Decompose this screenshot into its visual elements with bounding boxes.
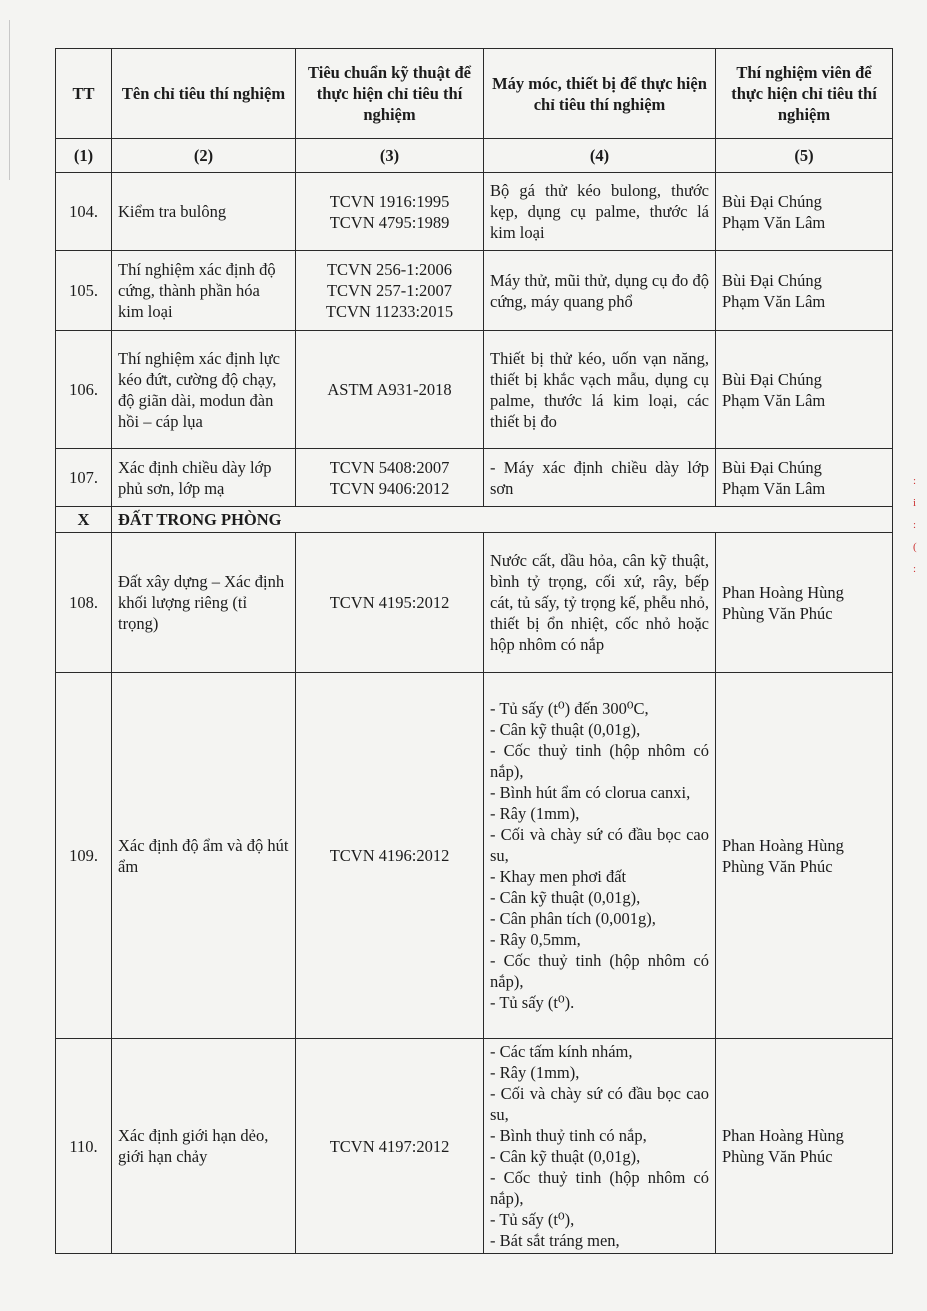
row-number: [56, 251, 112, 331]
standard-code: TCVN 9406:2012: [329, 478, 450, 498]
standard-code: TCVN 1916:1995: [329, 191, 450, 211]
equipment-cell: [484, 673, 716, 1039]
equipment-item: - Rây (1mm),: [490, 804, 580, 823]
standard-cell: [296, 533, 484, 673]
equipment-item: - Tủ sấy (t⁰).: [490, 993, 575, 1012]
row-number-text: 110.: [69, 1136, 98, 1156]
scan-edge-line: [9, 20, 10, 180]
equipment-item: - Cốc thuỷ tinh (hộp nhôm có nắp),: [490, 741, 709, 781]
margin-mark: :: [913, 475, 917, 487]
staff-name: Phạm Văn Lâm: [722, 478, 826, 498]
table-row: [56, 449, 893, 507]
header-standard: Tiêu chuẩn kỹ thuật để thực hiện chỉ tiêu thí nghiệm: [296, 49, 484, 139]
row-number: [56, 533, 112, 673]
table-row: [56, 251, 893, 331]
equipment-item: - Cân phân tích (0,001g),: [490, 909, 656, 928]
header-name: Tên chỉ tiêu thí nghiệm: [112, 49, 296, 139]
standard-cell: [296, 449, 484, 507]
test-name: [112, 533, 296, 673]
test-name: [112, 251, 296, 331]
standard-code: TCVN 4196:2012: [329, 846, 450, 865]
standard-cell: [296, 331, 484, 449]
header-equipment: Máy móc, thiết bị để thực hiện chỉ tiêu thí nghiệm: [484, 49, 716, 139]
row-number: [56, 1039, 112, 1254]
margin-marks: [913, 470, 923, 580]
row-number: [56, 173, 112, 251]
equipment-text: Bộ gá thử kéo bulong, thước kẹp, dụng cụ palme, thước lá kim loại: [490, 181, 709, 242]
row-number-text: 109.: [69, 846, 98, 865]
equipment-item: - Cân kỹ thuật (0,01g),: [490, 888, 641, 907]
test-name-text: Xác định chiều dày lớp phủ sơn, lớp mạ: [118, 457, 272, 498]
standard-cell: [296, 673, 484, 1039]
equipment-item: - Cối và chày sứ có đầu bọc cao su,: [490, 1084, 709, 1124]
equipment-item: - Cốc thuỷ tinh (hộp nhôm có nắp),: [490, 1168, 709, 1208]
standard-code: TCVN 11233:2015: [325, 302, 454, 321]
row-number-text: 106.: [69, 380, 98, 399]
test-name-text: Thí nghiệm xác định lực kéo đứt, cường độ chạy, độ giãn dài, modun đàn hồi – cáp lụa: [118, 348, 280, 431]
margin-mark: i: [913, 497, 917, 509]
test-name: [112, 449, 296, 507]
staff-cell: [716, 449, 893, 507]
standard-code: TCVN 4195:2012: [329, 593, 450, 612]
table-row: [56, 673, 893, 1039]
equipment-text: - Máy xác định chiều dày lớp sơn: [490, 457, 709, 498]
equipment-item: - Bình hút ẩm có clorua canxi,: [490, 783, 691, 802]
test-name: [112, 1039, 296, 1254]
column-index: (5): [716, 139, 893, 173]
staff-cell: [716, 251, 893, 331]
equipment-item: - Rây 0,5mm,: [490, 930, 581, 949]
margin-mark: :: [913, 563, 917, 575]
standard-code: TCVN 5408:2007: [329, 457, 450, 477]
equipment-cell: [484, 533, 716, 673]
equipment-item: - Cốc thuỷ tinh (hộp nhôm có nắp),: [490, 951, 709, 991]
staff-name: Bùi Đại Chúng: [722, 191, 822, 211]
column-index: (2): [112, 139, 296, 173]
equipment-cell: [484, 331, 716, 449]
column-index: (4): [484, 139, 716, 173]
equipment-cell: [484, 1039, 716, 1254]
standard-cell: [296, 251, 484, 331]
staff-cell: [716, 1039, 893, 1254]
equipment-item: - Khay men phơi đất: [490, 867, 627, 886]
test-name: [112, 173, 296, 251]
staff-name: Phùng Văn Phúc: [722, 603, 833, 623]
test-name-text: Đất xây dựng – Xác định khối lượng riêng (tỉ trọng): [118, 572, 285, 633]
staff-name: Phan Hoàng Hùng: [722, 1126, 844, 1145]
row-number-text: 104.: [69, 202, 98, 221]
table-row: [56, 173, 893, 251]
row-number-text: 108.: [69, 593, 98, 612]
standard-code: TCVN 257-1:2007: [326, 281, 453, 300]
equipment-item: - Tủ sấy (t⁰),: [490, 1210, 575, 1229]
equipment-item: - Rây (1mm),: [490, 1063, 580, 1082]
test-name-text: Thí nghiệm xác định độ cứng, thành phần hóa kim loại: [118, 260, 276, 321]
equipment-cell: [484, 251, 716, 331]
standard-code: TCVN 4197:2012: [329, 1136, 450, 1156]
equipment-item: - Bát sắt tráng men,: [490, 1231, 620, 1250]
staff-cell: [716, 533, 893, 673]
staff-name: Phan Hoàng Hùng: [722, 582, 844, 602]
table-row: [56, 1039, 893, 1254]
test-name: [112, 673, 296, 1039]
staff-name: Phạm Văn Lâm: [722, 212, 826, 232]
standard-cell: [296, 173, 484, 251]
test-name-text: Xác định độ ẩm và độ hút ẩm: [118, 835, 289, 876]
column-index-row: [56, 139, 893, 173]
table-row: [56, 533, 893, 673]
staff-name: Bùi Đại Chúng: [722, 369, 822, 389]
equipment-text: Thiết bị thử kéo, uốn vạn năng, thiết bị khắc vạch mẫu, dụng cụ palme, thước lá kim loại, các thiết bị đo: [490, 348, 709, 431]
staff-name: Phan Hoàng Hùng: [722, 835, 844, 855]
equipment-cell: [484, 173, 716, 251]
test-name: [112, 331, 296, 449]
row-number: [56, 331, 112, 449]
section-title: ĐẤT TRONG PHÒNG: [112, 507, 893, 533]
equipment-item: - Cân kỹ thuật (0,01g),: [490, 720, 641, 739]
staff-name: Phạm Văn Lâm: [722, 390, 826, 410]
standard-cell: [296, 1039, 484, 1254]
staff-name: Phùng Văn Phúc: [722, 856, 833, 876]
equipment-cell: [484, 449, 716, 507]
staff-cell: [716, 331, 893, 449]
staff-name: Bùi Đại Chúng: [722, 270, 822, 290]
staff-name: Phùng Văn Phúc: [722, 1147, 833, 1166]
standard-code: TCVN 256-1:2006: [326, 260, 453, 279]
equipment-item: - Tủ sấy (t⁰) đến 300⁰C,: [490, 699, 649, 718]
header-tt: TT: [56, 49, 112, 139]
equipment-item: - Các tấm kính nhám,: [490, 1042, 633, 1061]
header-row: [56, 49, 893, 139]
column-index: (1): [56, 139, 112, 173]
equipment-item: - Bình thuỷ tinh có nắp,: [490, 1126, 647, 1145]
standard-code: ASTM A931-2018: [327, 380, 452, 399]
standard-code: TCVN 4795:1989: [329, 212, 450, 232]
row-number: [56, 449, 112, 507]
equipment-text: Nước cất, dầu hỏa, cân kỹ thuật, bình tỷ trọng, cối xứ, rây, bếp cát, tủ sấy, tỷ trọng kế, phễu nhỏ, thiết bị ổn nhiệt, cốc nhỏ hoặc hộp nhôm có nắp: [490, 551, 709, 654]
staff-cell: [716, 173, 893, 251]
margin-mark: :: [913, 519, 917, 531]
section-number: X: [56, 507, 112, 533]
header-staff: Thí nghiệm viên để thực hiện chỉ tiêu thí nghiệm: [716, 49, 893, 139]
test-name-text: Kiểm tra bulông: [118, 202, 227, 221]
row-number-text: 107.: [69, 468, 98, 487]
test-name-text: Xác định giới hạn dẻo, giới hạn chảy: [118, 1126, 269, 1166]
margin-mark: (: [913, 541, 917, 553]
staff-name: Phạm Văn Lâm: [722, 291, 826, 311]
test-methods-table: [55, 48, 893, 1254]
row-number: [56, 673, 112, 1039]
equipment-item: - Cối và chày sứ có đầu bọc cao su,: [490, 825, 709, 865]
staff-cell: [716, 673, 893, 1039]
section-row: [56, 507, 893, 533]
staff-name: Bùi Đại Chúng: [722, 457, 822, 477]
equipment-item: - Cân kỹ thuật (0,01g),: [490, 1147, 641, 1166]
equipment-text: Máy thử, mũi thử, dụng cụ đo độ cứng, máy quang phổ: [490, 270, 709, 311]
table-row: [56, 331, 893, 449]
column-index: (3): [296, 139, 484, 173]
row-number-text: 105.: [69, 281, 98, 300]
